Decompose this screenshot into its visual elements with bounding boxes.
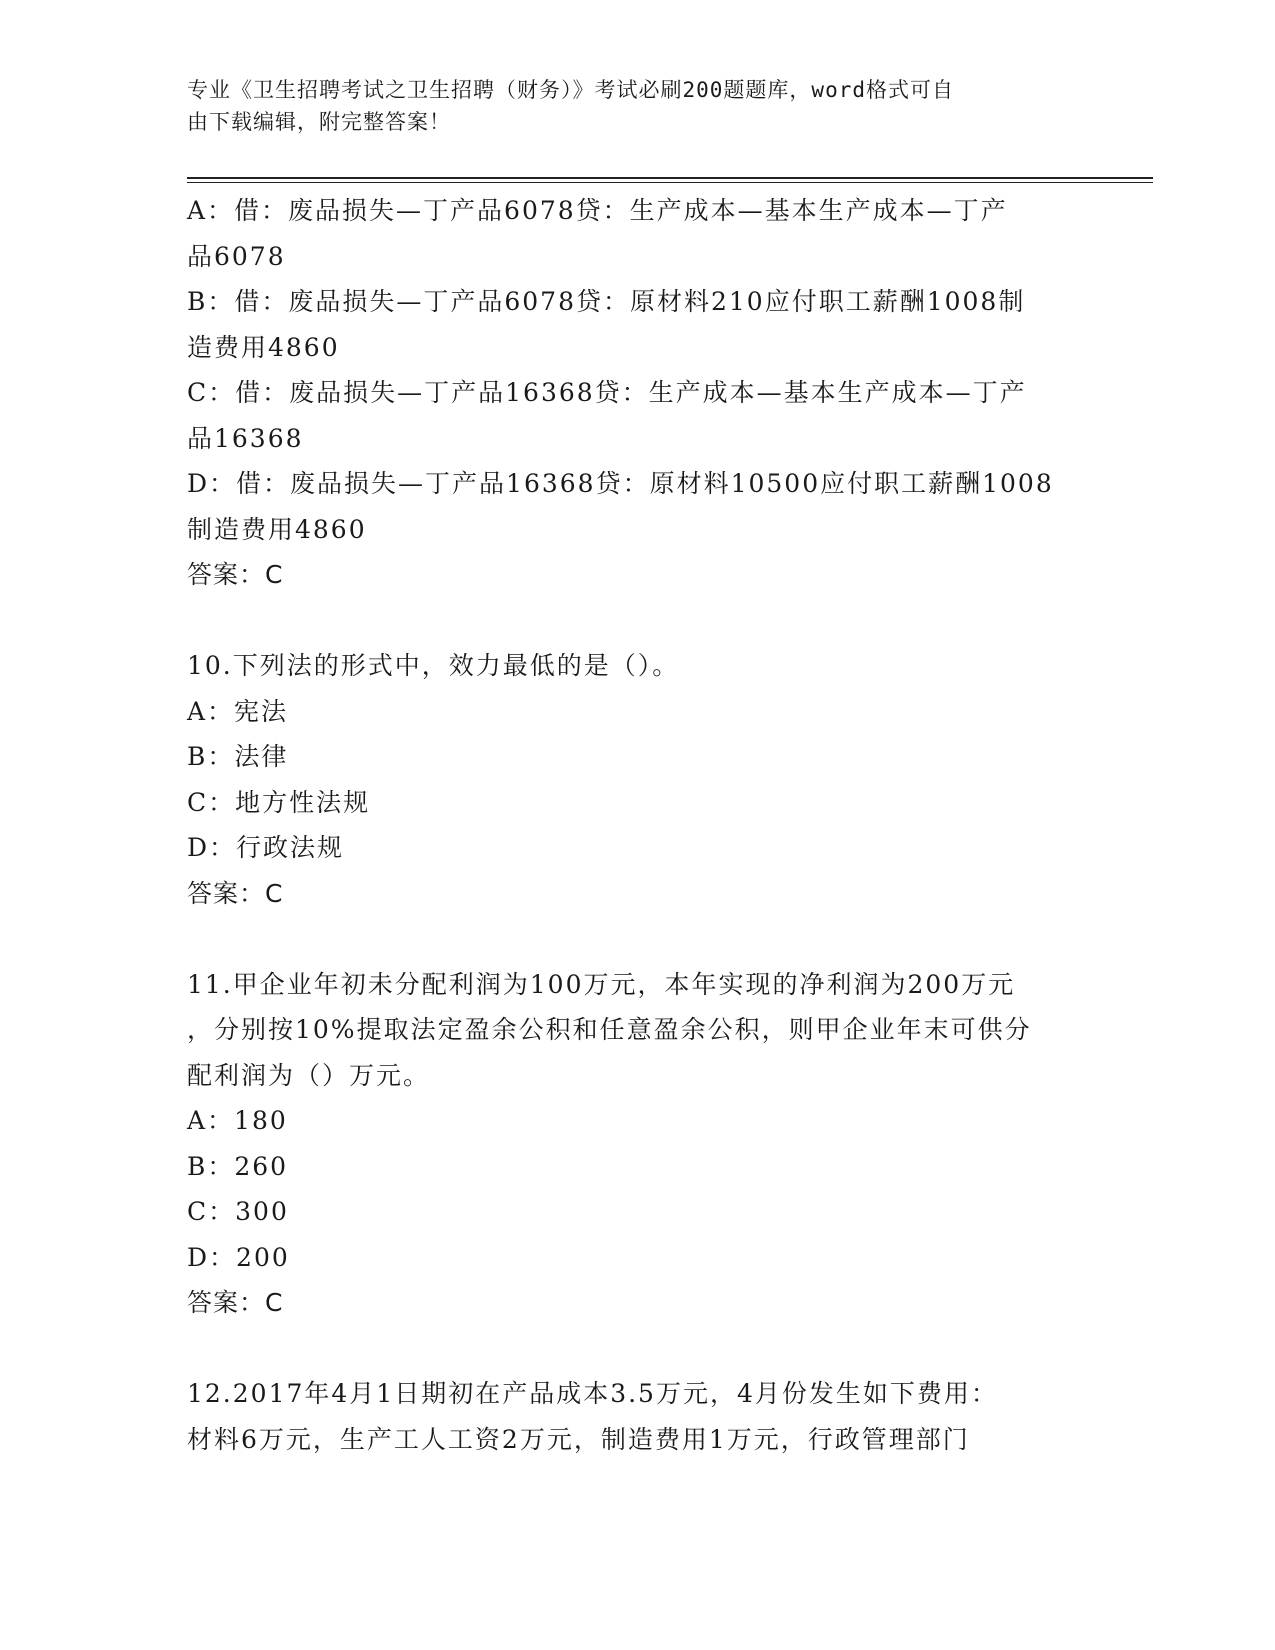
- answer-label: 答案：C: [187, 560, 284, 589]
- spacer: [187, 1326, 1087, 1372]
- option-a: A：宪法: [187, 696, 289, 726]
- option-a-line-1: A：借：废品损失—丁产品6078贷：生产成本—基本生产成本—丁产: [187, 196, 1008, 225]
- question-12: [187, 1371, 1087, 1462]
- option-a: A：180: [187, 1106, 288, 1135]
- option-d-line-2: 制造费用4860: [187, 514, 367, 544]
- option-c: C：地方性法规: [187, 787, 371, 817]
- option-d-line-1: D：借：废品损失—丁产品16368贷：原材料10500应付职工薪酬1008: [187, 469, 1054, 498]
- spacer: [187, 598, 1087, 644]
- document-header: [187, 74, 1067, 138]
- option-b-line-1: B：借：废品损失—丁产品6078贷：原材料210应付职工薪酬1008制: [187, 287, 1026, 316]
- question-10: [187, 643, 1087, 916]
- option-c: C：300: [187, 1197, 289, 1226]
- spacer: [187, 916, 1087, 962]
- option-d: D：200: [187, 1242, 290, 1272]
- option-a-line-2: 品6078: [187, 241, 286, 271]
- header-divider-thin: [187, 182, 1153, 183]
- option-b-line-2: 造费用4860: [187, 332, 340, 362]
- header-divider-thick: [187, 177, 1153, 179]
- question-11: [187, 962, 1087, 1326]
- question-stem-line-2: 材料6万元，生产工人工资2万元，制造费用1万元，行政管理部门: [187, 1424, 970, 1454]
- option-d: D：行政法规: [187, 833, 345, 862]
- question-stem-line-1: 12.2017年4月1日期初在产品成本3.5万元，4月份发生如下费用：: [187, 1379, 998, 1408]
- answer-label: 答案：C: [187, 1288, 284, 1317]
- answer-label: 答案：C: [187, 878, 284, 908]
- question-stem-line-1: 11.甲企业年初未分配利润为100万元，本年实现的净利润为200万元: [187, 969, 1016, 999]
- question-9: [187, 188, 1087, 598]
- header-line-1: 专业《卫生招聘考试之卫生招聘（财务）》考试必刷200题题库，word格式可自: [187, 78, 954, 102]
- option-b: B：260: [187, 1151, 289, 1181]
- option-c-line-1: C：借：废品损失—丁产品16368贷：生产成本—基本生产成本—丁产: [187, 378, 1027, 407]
- question-stem-line-3: 配利润为（）万元。: [187, 1060, 431, 1090]
- option-c-line-2: 品16368: [187, 423, 304, 453]
- option-b: B：法律: [187, 742, 289, 771]
- question-stem: 10.下列法的形式中，效力最低的是（）。: [187, 651, 680, 680]
- header-line-2: 由下载编辑，附完整答案！: [187, 110, 451, 134]
- question-stem-line-2: ，分别按10%提取法定盈余公积和任意盈余公积，则甲企业年末可供分: [187, 1015, 1032, 1044]
- question-list: [187, 188, 1087, 1462]
